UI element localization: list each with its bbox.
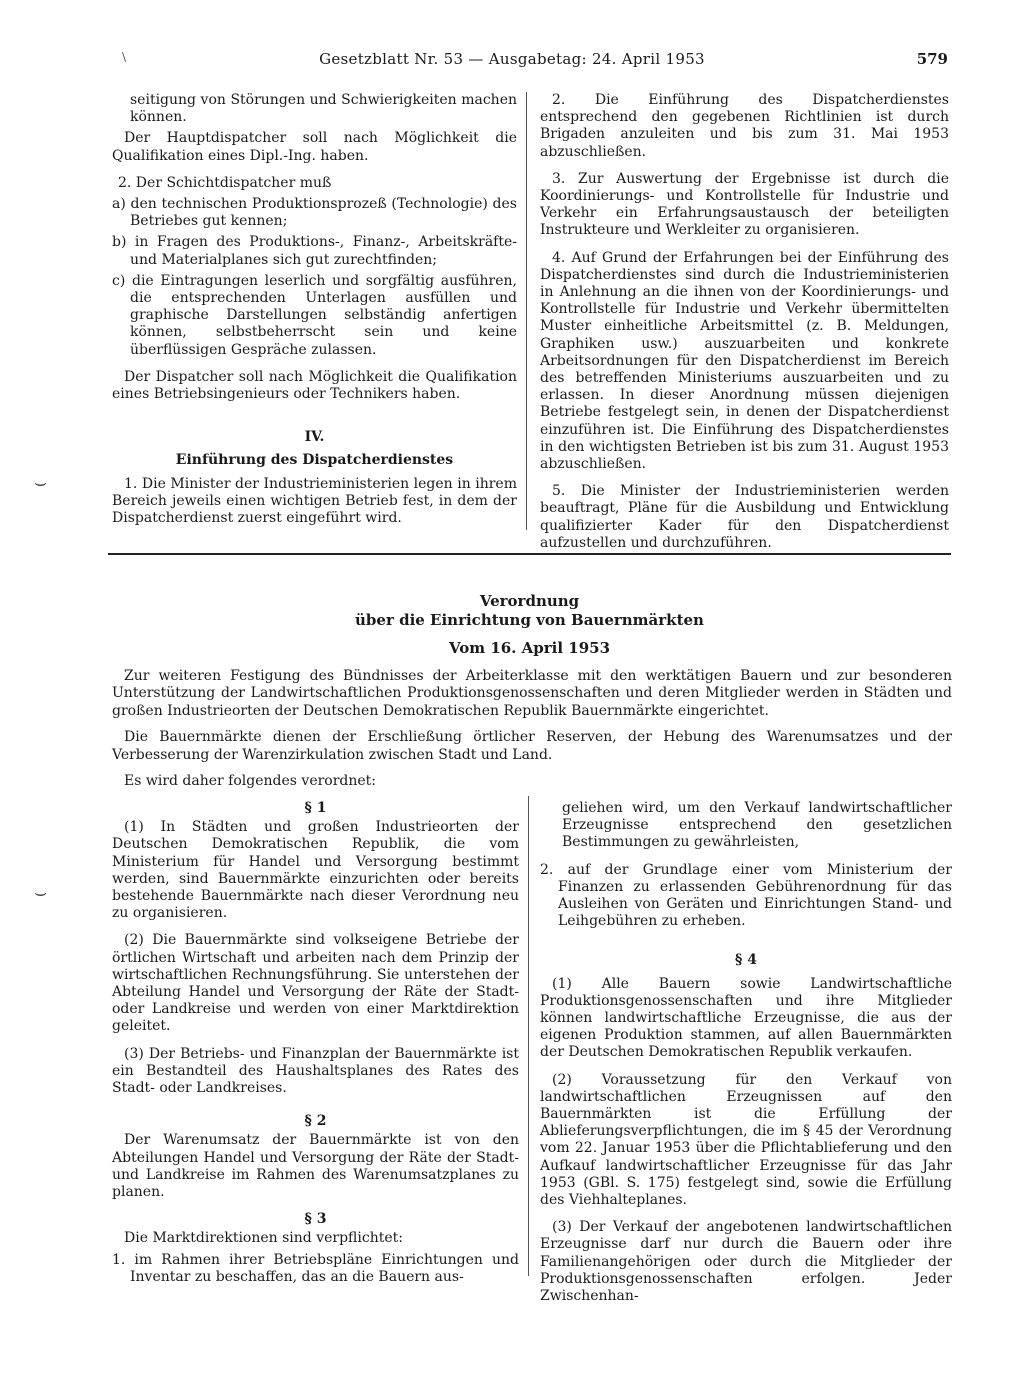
paragraph: 3. Zur Auswertung der Ergebnisse ist durch die Koordinierungs- und Kontrollstelle für Industrie und Verkehr ein Erfahrungsaustausch der beteiligten Instrukteure und Werkleiter zu organisieren. xyxy=(540,170,949,239)
paragraph: 1. Die Minister der Industrieministerien legen in ihrem Bereich jeweils einen wichtigen Betrieb fest, in dem der Dispatcherdienst zuerst eingeführt wird. xyxy=(112,475,517,527)
decree-date: Vom 16. April 1953 xyxy=(448,639,611,657)
paragraph: Der Hauptdispatcher soll nach Möglichkeit die Qualifikation eines Dipl.-Ing. haben. xyxy=(112,130,517,164)
paragraph: 2. Die Einführung des Dispatcherdienstes entsprechend den gegebenen Richtlinien ist durch Brigaden anzuleiten und bis zum 31. Mai 1953 abzuschließen. xyxy=(540,92,949,160)
column-divider xyxy=(526,92,527,530)
margin-tick: ⌣ xyxy=(34,880,48,904)
header-title: Gesetzblatt Nr. 53 — Ausgabetag: 24. April 1953 xyxy=(319,50,705,68)
paragraph: 2. Der Schichtdispatcher muß xyxy=(118,174,332,191)
paragraph: (3) Der Betriebs- und Finanzplan der Bauernmärkte ist ein Bestandteil des Haushaltsplanes des Rates des Stadt- oder Landkreises. xyxy=(112,1045,519,1097)
paragraph: Die Bauernmärkte dienen der Erschließung örtlicher Reserven, der Hebung des Warenumsatzes und der Verbesserung der Warenzirkulation zwischen Stadt und Land. xyxy=(112,729,952,763)
paragraph: Die Marktdirektionen sind verpflichtet: xyxy=(124,1230,403,1247)
list-item: c) die Eintragungen leserlich und sorgfältig ausführen, die entsprechenden Unterlagen ausfüllen und graphische Darstellungen selbständig anfertigen können, selbstbeherrscht sein und keine überflüssigen Gespräche zulassen. xyxy=(112,272,517,358)
section-sign: § 3 xyxy=(304,1211,327,1228)
list-item: 2. auf der Grundlage einer vom Ministerium der Finanzen zu erlassenden Gebührenordnung für das Ausleihen von Geräten und Einrichtungen Stand- und Leihgebühren zu erheben. xyxy=(540,861,952,930)
section-sign: § 1 xyxy=(304,800,327,816)
paragraph: 4. Auf Grund der Erfahrungen bei der Einführung des Dispatcherdienstes sind durch die Industrieministerien in Anlehnung an die ihnen von der Koordinierungs- und Kontrollstelle für Industrie und Verkehr übermittelten Muster einheitliche Arbeitsmittel (z. B. Meldungen, Graphiken usw.) auszuarbeiten und konkrete Arbeitsordnungen für den Dispatcherdienst im Bereich des betreffenden Ministeriums auszuarbeiten und zu erlassen. In dieser Anordnung müssen diejenigen Betriebe festgelegt sein, in denen der Dispatcherdienst einzuführen ist. Die Einführung des Dispatcherdienstes in den wichtigsten Betrieben ist bis zum 31. August 1953 abzuschließen. xyxy=(540,249,949,473)
list-item: b) in Fragen des Produktions-, Finanz-, Arbeitskräfte- und Materialplanes sich gut zurechtfinden; xyxy=(112,234,517,268)
paragraph: Der Warenumsatz der Bauernmärkte ist von den Abteilungen Handel und Versorgung der Räte der Stadt- und Landkreise im Rahmen des Warenumsatzplanes zu planen. xyxy=(112,1132,519,1201)
paragraph: seitigung von Störungen und Schwierigkeiten machen können. xyxy=(130,92,517,126)
decree-heading xyxy=(108,592,951,657)
section-sign: § 2 xyxy=(304,1113,327,1130)
section-title: Einführung des Dispatcherdienstes xyxy=(175,452,454,469)
margin-tick: ⌣ xyxy=(34,470,48,494)
lower-left-column xyxy=(112,800,519,1296)
column-divider xyxy=(528,796,529,1276)
paragraph: (1) Alle Bauern sowie Landwirtschaftliche Produktionsgenossenschaften und ihre Mitglieder können landwirtschaftliche Erzeugnisse, die aus der eigenen Produktion stammen, auf allen Bauernmärkten der Deutschen Demokratischen Republik verkaufen. xyxy=(540,975,952,1061)
decree-title: Verordnung xyxy=(479,592,580,610)
paragraph: (3) Der Verkauf der angebotenen landwirtschaftlichen Erzeugnisse darf nur durch die Bauern oder ihre Familienangehörigen oder durch die Mitglieder der Produktionsgenossenschaften erfolgen. Jeder Zwischenhan- xyxy=(540,1219,952,1305)
paragraph: 5. Die Minister der Industrieministerien werden beauftragt, Pläne für die Ausbildung und Entwicklung qualifizierter Kader für den Dispatcherdienst aufzustellen und durchzuführen. xyxy=(540,483,949,551)
margin-mark: \ xyxy=(122,50,127,64)
paragraph: Zur weiteren Festigung des Bündnisses der Arbeiterklasse mit den werktätigen Bauern und zur besonderen Unterstützung der Landwirtschaftlichen Produktionsgenossenschaften und deren Mitglieder werden in Städten und großen Industrieorten der Deutschen Demokratischen Republik Bauernmärkte eingerichtet. xyxy=(112,668,952,719)
paragraph: Der Dispatcher soll nach Möglichkeit die Qualifikation eines Betriebsingenieurs oder Technikers haben. xyxy=(112,368,517,403)
paragraph: geliehen wird, um den Verkauf landwirtschaftlicher Erzeugnisse entsprechend den gesetzlichen Bestimmungen zu gewährleisten, xyxy=(562,800,952,851)
page-header xyxy=(0,50,1024,72)
lower-right-column xyxy=(540,800,952,1315)
paragraph: (2) Voraussetzung für den Verkauf von landwirtschaftlichen Erzeugnissen auf den Bauernmärkten ist die Erfüllung der Ablieferungsverpflichtungen, die im § 45 der Verordnung vom 22. Januar 1953 über die Pflichtablieferung und den Aufkauf landwirtschaftlicher Erzeugnisse für das Jahr 1953 (GBl. S. 175) festgelegt sind, sowie die Erfüllung des Viehhalteplanes. xyxy=(540,1071,952,1209)
upper-left-column xyxy=(112,92,517,537)
section-number: IV. xyxy=(304,429,325,446)
decree-preamble xyxy=(112,668,952,799)
paragraph: (1) In Städten und großen Industrieorten der Deutschen Demokratischen Republik, die vom Ministerium für Handel und Versorgung bestimmt werden, sind Bauernmärkte einzurichten oder bereits bestehende Bauernmärkte nach dieser Verordnung neu zu organisieren. xyxy=(112,819,519,922)
page-number: 579 xyxy=(916,50,948,68)
paragraph: Es wird daher folgendes verordnet: xyxy=(124,773,377,790)
upper-right-column xyxy=(540,92,949,562)
decree-subtitle: über die Einrichtung von Bauernmärkten xyxy=(355,611,704,629)
paragraph: (2) Die Bauernmärkte sind volkseigene Betriebe der örtlichen Wirtschaft und arbeiten nach dem Prinzip der wirtschaftlichen Rechnungsführung. Sie unterstehen der Abteilung Handel und Versorgung der Räte der Stadt- oder Landkreise und werden von einer Marktdirektion geleitet. xyxy=(112,932,519,1035)
section-rule xyxy=(108,553,951,555)
list-item: a) den technischen Produktionsprozeß (Technologie) des Betriebes gut kennen; xyxy=(112,196,517,230)
section-sign: § 4 xyxy=(735,952,757,969)
list-item: 1. im Rahmen ihrer Betriebspläne Einrichtungen und Inventar zu beschaffen, das an die Bauern aus- xyxy=(112,1251,519,1285)
